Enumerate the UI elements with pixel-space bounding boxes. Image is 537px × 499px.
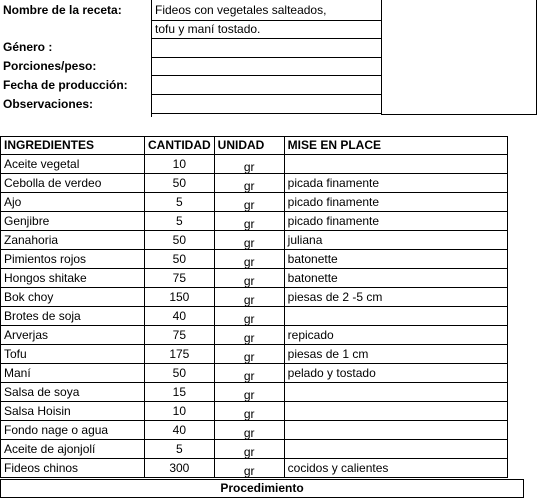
unit-text: gr — [243, 463, 255, 478]
unit-text: gr — [243, 254, 255, 269]
table-row — [1, 326, 508, 345]
quantity-cell[interactable]: 5 — [145, 440, 215, 459]
recipe-name-line-2[interactable]: tofu y maní tostado. — [155, 22, 261, 36]
table-row — [1, 250, 508, 269]
table-row — [1, 383, 508, 402]
unit-cell[interactable] — [214, 193, 284, 212]
unit-cell[interactable] — [214, 155, 284, 174]
ingredient-cell[interactable]: Salsa de soya — [1, 383, 145, 402]
unit-text: gr — [243, 159, 255, 174]
genre-label: Género : — [3, 40, 53, 54]
table-row — [1, 174, 508, 193]
mise-en-place-cell[interactable]: batonette — [284, 269, 507, 288]
quantity-cell[interactable]: 40 — [145, 421, 215, 440]
unit-text: gr — [243, 311, 255, 326]
quantity-cell[interactable]: 300 — [145, 459, 215, 478]
quantity-cell[interactable]: 50 — [145, 250, 215, 269]
ingredient-cell[interactable]: Genjibre — [1, 212, 145, 231]
ingredient-cell[interactable]: Fideos chinos — [1, 459, 145, 478]
quantity-cell[interactable]: 10 — [145, 155, 215, 174]
column-header-mise-en-place: MISE EN PLACE — [284, 137, 507, 155]
table-row — [1, 440, 508, 459]
unit-cell[interactable] — [214, 459, 284, 478]
unit-text: gr — [243, 235, 255, 250]
notes-label: Observaciones: — [3, 97, 94, 111]
ingredient-cell[interactable]: Arverjas — [1, 326, 145, 345]
field-line — [151, 113, 382, 114]
image-box-bottom — [381, 114, 537, 115]
mise-en-place-cell[interactable]: picado finamente — [284, 212, 507, 231]
mise-en-place-cell[interactable]: picada finamente — [284, 174, 507, 193]
unit-cell[interactable] — [214, 250, 284, 269]
table-header-row — [1, 137, 508, 155]
unit-cell[interactable] — [214, 288, 284, 307]
table-row — [1, 402, 508, 421]
table-row — [1, 269, 508, 288]
unit-text: gr — [243, 349, 255, 364]
field-line — [151, 75, 382, 76]
quantity-cell[interactable]: 5 — [145, 193, 215, 212]
unit-cell[interactable] — [214, 174, 284, 193]
table-row — [1, 459, 508, 478]
mise-en-place-cell[interactable]: pelado y tostado — [284, 364, 507, 383]
mise-en-place-cell[interactable]: cocidos y calientes — [284, 459, 507, 478]
unit-cell[interactable] — [214, 269, 284, 288]
mise-en-place-cell[interactable]: juliana — [284, 231, 507, 250]
quantity-cell[interactable]: 75 — [145, 326, 215, 345]
table-row — [1, 421, 508, 440]
unit-text: gr — [243, 368, 255, 383]
mise-en-place-cell[interactable]: piesas de 2 -5 cm — [284, 288, 507, 307]
unit-cell[interactable] — [214, 326, 284, 345]
unit-cell[interactable] — [214, 345, 284, 364]
ingredients-table — [0, 136, 508, 478]
mise-en-place-cell[interactable]: picado finamente — [284, 193, 507, 212]
quantity-cell[interactable]: 75 — [145, 269, 215, 288]
unit-text: gr — [243, 406, 255, 421]
mise-en-place-cell[interactable]: batonette — [284, 250, 507, 269]
ingredient-cell[interactable]: Zanahoria — [1, 231, 145, 250]
quantity-cell[interactable]: 150 — [145, 288, 215, 307]
mise-en-place-cell[interactable] — [284, 307, 507, 326]
unit-cell[interactable] — [214, 364, 284, 383]
ingredient-cell[interactable]: Fondo nage o agua — [1, 421, 145, 440]
unit-cell[interactable] — [214, 383, 284, 402]
field-line — [151, 57, 382, 58]
quantity-cell[interactable]: 50 — [145, 364, 215, 383]
unit-cell[interactable] — [214, 402, 284, 421]
ingredient-cell[interactable]: Ajo — [1, 193, 145, 212]
unit-text: gr — [243, 330, 255, 345]
procedure-header: Procedimiento — [0, 479, 524, 498]
unit-cell[interactable] — [214, 231, 284, 250]
mise-en-place-cell[interactable] — [284, 155, 507, 174]
unit-cell[interactable] — [214, 421, 284, 440]
recipe-name-label: Nombre de la receta: — [3, 3, 122, 17]
table-row — [1, 307, 508, 326]
ingredient-cell[interactable]: Aceite de ajonjolí — [1, 440, 145, 459]
mise-en-place-cell[interactable] — [284, 421, 507, 440]
unit-text: gr — [243, 216, 255, 231]
ingredient-cell[interactable]: Maní — [1, 364, 145, 383]
mise-en-place-cell[interactable]: piesas de 1 cm — [284, 345, 507, 364]
ingredient-cell[interactable]: Salsa Hoisin — [1, 402, 145, 421]
unit-text: gr — [243, 444, 255, 459]
unit-text: gr — [243, 197, 255, 212]
table-row — [1, 193, 508, 212]
mise-en-place-cell[interactable] — [284, 402, 507, 421]
unit-text: gr — [243, 273, 255, 288]
ingredient-cell[interactable]: Brotes de soja — [1, 307, 145, 326]
header-divider — [151, 0, 152, 117]
table-row — [1, 212, 508, 231]
unit-cell[interactable] — [214, 212, 284, 231]
table-row — [1, 155, 508, 174]
production-date-label: Fecha de producción: — [3, 78, 128, 92]
unit-text: gr — [243, 178, 255, 193]
ingredient-cell[interactable]: Hongos shitake — [1, 269, 145, 288]
unit-text: gr — [243, 425, 255, 440]
table-row — [1, 364, 508, 383]
quantity-cell[interactable]: 15 — [145, 383, 215, 402]
table-row — [1, 345, 508, 364]
quantity-cell[interactable]: 5 — [145, 212, 215, 231]
column-header-ingredients: INGREDIENTES — [1, 137, 145, 155]
unit-text: gr — [243, 292, 255, 307]
mise-en-place-cell[interactable]: repicado — [284, 326, 507, 345]
unit-text: gr — [243, 387, 255, 402]
ingredient-cell[interactable]: Pimientos rojos — [1, 250, 145, 269]
table-row — [1, 231, 508, 250]
quantity-cell[interactable]: 50 — [145, 174, 215, 193]
field-line — [151, 38, 382, 39]
column-header-quantity: CANTIDAD — [145, 137, 215, 155]
ingredient-cell[interactable]: Aceite vegetal — [1, 155, 145, 174]
ingredient-cell[interactable]: Tofu — [1, 345, 145, 364]
quantity-cell[interactable]: 40 — [145, 307, 215, 326]
quantity-cell[interactable]: 175 — [145, 345, 215, 364]
field-line — [151, 94, 382, 95]
ingredient-cell[interactable]: Cebolla de verdeo — [1, 174, 145, 193]
quantity-cell[interactable]: 10 — [145, 402, 215, 421]
quantity-cell[interactable]: 50 — [145, 231, 215, 250]
column-header-unit: UNIDAD — [214, 137, 284, 155]
unit-cell[interactable] — [214, 440, 284, 459]
mise-en-place-cell[interactable] — [284, 440, 507, 459]
recipe-name-line-1[interactable]: Fideos con vegetales salteados, — [155, 3, 327, 17]
ingredient-cell[interactable]: Bok choy — [1, 288, 145, 307]
portions-label: Porciones/peso: — [3, 59, 97, 73]
mise-en-place-cell[interactable] — [284, 383, 507, 402]
table-row — [1, 288, 508, 307]
unit-cell[interactable] — [214, 307, 284, 326]
